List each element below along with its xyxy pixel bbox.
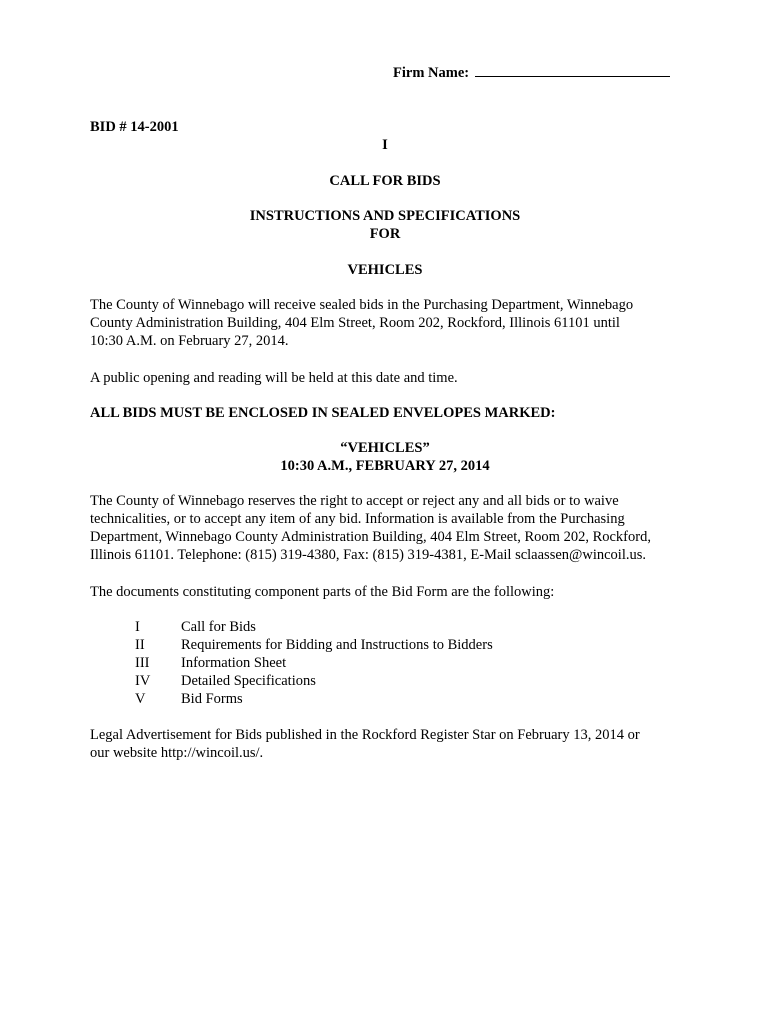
document-subtitle-line2: FOR bbox=[369, 226, 401, 242]
section-numeral: I bbox=[382, 137, 388, 153]
list-item-numeral: V bbox=[135, 691, 146, 707]
sealed-envelope-notice: ALL BIDS MUST BE ENCLOSED IN SEALED ENVELOPES MARKED: bbox=[90, 405, 556, 421]
envelope-label: “VEHICLES” bbox=[340, 440, 430, 456]
rights-paragraph bbox=[90, 492, 690, 564]
document-title: CALL FOR BIDS bbox=[329, 173, 441, 189]
envelope-datetime: 10:30 A.M., FEBRUARY 27, 2014 bbox=[280, 458, 490, 474]
list-item-numeral: I bbox=[135, 619, 140, 635]
rights-line: Department, Winnebago County Administration Building, 404 Elm Street, Room 202, Rockford, bbox=[90, 529, 651, 545]
firm-name-blank-line bbox=[475, 64, 670, 77]
firm-name-label: Firm Name: bbox=[393, 65, 470, 81]
intro-paragraph bbox=[90, 296, 690, 350]
legal-ad-line: Legal Advertisement for Bids published in the Rockford Register Star on February 13, 2014 or bbox=[90, 727, 640, 743]
list-item-label: Detailed Specifications bbox=[181, 673, 316, 689]
firm-name-field bbox=[393, 64, 670, 82]
list-item-label: Requirements for Bidding and Instructions to Bidders bbox=[181, 637, 493, 653]
list-item-numeral: IV bbox=[135, 673, 151, 689]
components-intro: The documents constituting component parts of the Bid Form are the following: bbox=[90, 584, 555, 600]
rights-line: Illinois 61101. Telephone: (815) 319-4380, Fax: (815) 319-4381, E-Mail sclaassen@wincoil.us. bbox=[90, 547, 647, 563]
rights-line: technicalities, or to accept any item of any bid. Information is available from the Purchasing bbox=[90, 511, 625, 527]
list-item-label: Bid Forms bbox=[181, 691, 243, 707]
list-item-label: Information Sheet bbox=[181, 655, 287, 671]
legal-advertisement-paragraph bbox=[90, 726, 690, 762]
intro-line: County Administration Building, 404 Elm Street, Room 202, Rockford, Illinois 61101 until bbox=[90, 315, 620, 331]
rights-line: The County of Winnebago reserves the right to accept or reject any and all bids or to waive bbox=[90, 493, 619, 509]
intro-line: The County of Winnebago will receive sealed bids in the Purchasing Department, Winnebago bbox=[90, 297, 634, 313]
document-subject: VEHICLES bbox=[347, 262, 423, 278]
document-subtitle-line1: INSTRUCTIONS AND SPECIFICATIONS bbox=[249, 208, 521, 224]
list-item-label: Call for Bids bbox=[181, 619, 256, 635]
list-item-numeral: III bbox=[135, 655, 150, 671]
legal-ad-line: our website http://wincoil.us/. bbox=[90, 745, 264, 761]
intro-line: 10:30 A.M. on February 27, 2014. bbox=[90, 333, 289, 349]
public-opening-text: A public opening and reading will be held at this date and time. bbox=[90, 370, 458, 386]
bid-number: BID # 14-2001 bbox=[90, 119, 179, 135]
list-item-numeral: II bbox=[135, 637, 145, 653]
